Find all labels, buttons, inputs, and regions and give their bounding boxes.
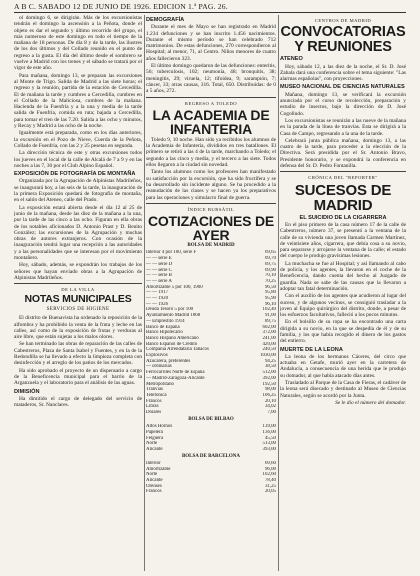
column-3 xyxy=(280,15,406,573)
paragraph: La exposición estará abierta desde el día 12 al 25 de junio de la mañana, desde las diez de la mañana a la una, por la tarde de las cinco a las ocho. Figuran en ella obras de los notables aficionados D. Antonio Prast y D. Benito González; las excursiones de la Agrupación y muchas obras de autores extranjeros. Con ocasión de la inauguración tendrá lugar una recepción a las autoridades y a las personalidades que se interesan por el movimiento montañero. xyxy=(14,204,142,261)
quote-label: — — serie C xyxy=(146,267,172,273)
divider xyxy=(14,283,142,284)
quote-label: Francos xyxy=(146,398,162,404)
column-divider xyxy=(144,15,145,571)
quote-label: Ayuntamiento Madrid 1868 xyxy=(146,313,201,319)
quote-label: Alicante xyxy=(146,478,163,484)
quote-value: 102,40 xyxy=(262,307,276,313)
quote-label: Compañía Arrendataria Tabacos xyxy=(146,347,209,353)
paragraph: Mañana, domingo 13, se verificará la excursión anunciada por el curso de recolección, preparación y estudio de insectos, bajo la dirección de D. José Cogolludo. xyxy=(280,91,406,117)
headline-convocatorias: CONVOCATORIAS Y REUNIONES xyxy=(280,24,406,55)
quote-value: 91,00 xyxy=(264,313,276,319)
divider xyxy=(146,203,276,204)
paragraph: Ha sido aprobado el proyecto de un dispensario a cargo de la Beneficencia municipal para el barrio de la Arganzuela y el laboratorio para el análisis de las aguas. xyxy=(14,367,142,387)
paragraph: Se han terminado las obras de reparación de las calles de Cabestreros, Plaza de Santa Isabel y Fuentes, y en la de la Redondilla se ha llevado a efecto la limpieza completa con desinfección y el arreglo de los patios de los mercados. xyxy=(14,341,142,367)
subheadline: EL SUICIDIO DE LA CIGARRERA xyxy=(299,214,387,221)
column-1 xyxy=(14,15,142,573)
quote-value: 69,90 xyxy=(264,267,276,273)
section-heading: MUERTE DE LA LEONA xyxy=(280,346,343,353)
quote-label: — — 1920 xyxy=(146,296,169,302)
table-heading: BOLSA DE BILBAO xyxy=(188,416,234,422)
quote-label: — Madrid-Zaragoza-Alicante xyxy=(146,375,205,381)
quote-value: 95,80 xyxy=(264,290,276,296)
quote-label: Felguera xyxy=(146,435,164,441)
quote-label: Norte xyxy=(146,472,158,478)
quote-label: Ferrocarriles Norte de España xyxy=(146,370,205,376)
section-kicker: CRÓNICA DEL "REPORTER" xyxy=(308,175,378,181)
quote-value: 20,10 xyxy=(264,398,276,404)
paragraph: La muchacha se fue al Hospital; y así llamando al cabo de policía, y los agentes, la llevaron en el coche de la Beneficencia, dando cuenta del hecho al Juzgado de guardia. Nada se sabe de las causas que la llevaron a adoptar tan fatal determinación. xyxy=(280,260,406,292)
paragraph: La dirección técnica de este y otras excursiones todos los jueves en el local de la calle de Alcalá de 7 a 9 y en las noches a las 7, 30 por el Club Alpino Español. xyxy=(14,150,142,169)
quote-label: Tranvías xyxy=(146,387,163,393)
headline-cotizaciones: COTIZACIONES DE AYER xyxy=(147,213,275,244)
quote-label: — ordinarias xyxy=(146,364,172,370)
headline-sucesos: SUCESOS DE MADRID xyxy=(294,181,392,214)
section-kicker: REGRESO A TOLEDO xyxy=(184,100,238,106)
section-heading: EXPOSICIÓN DE FOTOGRAFÍA DE MONTAÑA xyxy=(14,171,136,178)
quote-value: 45,50 xyxy=(264,435,276,441)
quote-label: Orenses xyxy=(146,483,162,489)
quote-label: Interior xyxy=(146,460,161,466)
quote-label: Amortizable 5 por 100, 1900 xyxy=(146,284,203,290)
paragraph: Igualmente está preparada, como en los días anteriores, la excursión en el Pozo de Nieve, Cuerda de la Peñota, Collado de Fuenfría, con las 2 y 25 pesetas en segunda. xyxy=(14,130,142,149)
quote-label: Francos xyxy=(146,489,162,495)
quote-value: 69,60 xyxy=(264,460,276,466)
section-heading: ATENEO xyxy=(280,56,303,63)
quote-value: 96,50 xyxy=(264,284,276,290)
quote-label: Alicante xyxy=(146,446,163,452)
paragraph: Hoy, sábado, además, se expondrán los trabajos de los señores que hayan enviado obras a la Agrupación de Alpinistas Madrileños. xyxy=(14,262,142,281)
divider xyxy=(280,171,406,172)
quote-value: 241,00 xyxy=(262,335,276,341)
paragraph: Hoy, sábado 12, a las diez de la noche, el Sr. D. José Zabala dará una conferencia sobre el tema siguiente: "Las alarmas españolas", con proyecciones. xyxy=(280,63,406,83)
quote-value: 69,75 xyxy=(264,261,276,267)
quotes-table-barcelona xyxy=(146,461,276,495)
quote-value: 420,00 xyxy=(262,341,276,347)
quote-label: Banco Hipotecario xyxy=(146,330,183,336)
quote-value: 95,90 xyxy=(264,296,276,302)
section-kicker: ÍNDICE BURSÁTIL xyxy=(187,206,235,212)
quote-value: 96,00 xyxy=(264,466,276,472)
quote-label: Altos Hornos xyxy=(146,424,173,430)
paragraph: ol domingo 6, se dirigirán. Más de los excursionistas tendrán el domingo la ascensión a la Peñota, donde el objeto es dar el segundo y último recorrido del grupo, el más numeroso de este domingo en todo el tiempo de la mañana de 18 personas. De día 8 y de la tarde, las ilustres de los dos últimos y del Collado reunido en el punto de regreso a la gusta. El día del último desde el sombrero se vuelve a Madrid con los trenes y el sábado se tratará por el vigor de este año. xyxy=(14,15,142,72)
quote-value: 70,25 xyxy=(264,278,276,284)
paragraph: Para mañana, domingo 13, se preparan las excursiones al Monte de Trigo. Salida de Madrid a las siete horas; el regreso y la reunión, partida de la estación de Cercedilla. El de mañana la tarde y cumbres a Cercedilla, cumbres en el Collado de la Maliciosa, cumbres de la mañana. Hacienda de la Fuenfría y a la una y media de la tarde salida de Fuenfría, comida en ruta; bajada a Cercedilla, para tomar el tren de las 7.20. Salida a las ocho y minutos, y Recay y Madrid a las ocho de la noche. xyxy=(14,72,142,130)
paragraph: Con el auxilio de los agentes que acudieron al lugar del suceso, y de algunos vecinos, se consiguió trasladar a la joven al Equipo quirúrgico del distrito, donde, a pesar de los esfuerzos facultativos, falleció a los pocos minutos. xyxy=(280,293,406,319)
paragraph: El distrito de Buenavista ha ordenado la reposición de la alfombra y ha prohibido la venta de la fruta y leche en las calles, así como de la exposición de frutas y verduras al aire libre, que están sujetas a los malos olores. xyxy=(14,315,142,341)
quote-value: 38,50 xyxy=(264,364,276,370)
paragraph: Celebrará junta pública mañana, domingo 13, a las cuatro de la tarde, para proceder a la elección de la Directiva. Será presidida por el Sr. Antonio Bravo, Presidente honorario, y se expondrá la conferencia en defensa del Sr. D. Pedro Fontanilla. xyxy=(280,137,406,170)
quote-label: — — 1926 xyxy=(146,301,169,307)
paragraph: Durante el mes de Mayo se han registrado en Madrid 1.234 defunciones y se han inscrito 1.456 nacimientos. Durante el mismo período se han celebrado 712 matrimonios. De estas defunciones, 270 correspondieron al Hospital; al menor, 71, al Centro. Niños menores de cuatro años fallecieron 323. xyxy=(146,24,276,62)
closing-line: Se le dio el número del domador. xyxy=(335,399,406,406)
section-heading: DIMISIÓN xyxy=(14,388,40,395)
quote-value: 393,00 xyxy=(262,446,276,452)
paragraph: Trasladado al Parque de la Casa de Fieras, el cadáver de la leona será disecado y destinado al Museo de Ciencias Naturales, según se acordó por la Junta. xyxy=(280,380,406,399)
quote-label: Interior 4 por 100, serie F xyxy=(146,250,197,256)
table-row xyxy=(146,410,276,416)
quote-value: 136,00 xyxy=(262,429,276,435)
quote-value: 240,50 xyxy=(262,347,276,353)
quote-label: Explosivos xyxy=(146,353,168,359)
quote-value: 513,00 xyxy=(262,441,276,447)
quote-value: 372,00 xyxy=(262,330,276,336)
quote-value: 98,00 xyxy=(264,387,276,393)
quote-value: 512,00 xyxy=(262,370,276,376)
quote-label: — — serie D xyxy=(146,261,173,267)
paragraph: Los excursionistas se reunirán a las nueve de la mañana en la parada de la línea de tranvías. Esta se dirigirá a la Casa de Campo, regresando a la una de la tarde. xyxy=(280,117,406,137)
quote-value: 102,60 xyxy=(262,472,276,478)
quote-label: Papelera xyxy=(146,429,163,435)
quote-label: Metropolitano xyxy=(146,381,174,387)
paragraph: Toledo 9, 10 noche. Han sido ya recibidos los alumnos de la Academia de Infantería, divididos en tres batallones. El primero se retiró a las 4 de la tarde, marchando a Toledo; el segundo a las cinco y media, y el tercero a las siete. Todos ellos llegaron a la ciudad sin novedad. xyxy=(146,136,276,169)
quote-label: Deuda Tesoro 5 por 100 xyxy=(146,307,194,313)
quote-value: 89,75 xyxy=(264,318,276,324)
quote-value: 70,10 xyxy=(264,273,276,279)
quotes-table-bilbao xyxy=(146,424,276,453)
subheadline: SERVICIOS DE HIGIENE xyxy=(46,306,110,312)
header-text: A B C. SABADO 12 DE JUNIO DE 1926. EDICION 1.ª PAG. 26. xyxy=(14,2,228,11)
paragraph: En el bolsillo de su ropa se ha encontrado una carta dirigida a su novio, en la que se despedía de él y de su familia, y los que había recogido el dinero de los gastos del entierro. xyxy=(280,319,406,345)
table-row xyxy=(146,447,276,453)
quote-value: 31,25 xyxy=(264,483,276,489)
quote-label: — Empréstito 1914 xyxy=(146,318,185,324)
quotes-table-madrid xyxy=(146,250,276,415)
paragraph: En el piso primero de la casa número 17 de la calle de Cabestreros, número 37, se presentó a la ventana de la calle de su vivienda una joven llamada Carmen Martínez, de veintisiete años, cigarrera, que debía cosa a su novio, para separarse y arrojarse la ventana de la calle; el estado del cuerpo le produjo gravísimas lesiones. xyxy=(280,221,406,260)
quote-value: 602,00 xyxy=(262,324,276,330)
quote-label: — — serie B xyxy=(146,273,172,279)
quote-value: 34,02 xyxy=(264,404,276,410)
table-row xyxy=(146,489,276,495)
quote-label: — — serie A xyxy=(146,278,172,284)
header-rule xyxy=(14,12,406,13)
quote-label: Telefónica xyxy=(146,393,167,398)
quote-label: Banco Hispano Americano xyxy=(146,335,199,341)
quote-label: — — serie E xyxy=(146,256,172,262)
table-heading: BOLSA DE MADRID xyxy=(187,243,235,249)
quote-value: 69,65 xyxy=(264,250,276,256)
quote-value: 192,50 xyxy=(262,381,276,387)
paragraph: Organizada por la Agrupación de Alpinistas Madrileños, se inaugurará hoy, a las seis de la tarde, la inauguración de la primera Exposición quedará de fotografía de montaña, en el salón del Ateneo, calle del Prado. xyxy=(14,178,142,204)
paragraph: El último domingo quedaron de las defunciones: enteritis, 56; tuberculosis, 102; neumonía, 48; bronquitis, 38; meningitis, 29; viruela, 12; tifoidea, 9; sarampión, 7; cáncer, 33; otras causas, 316. Total, 650. Distribuidas: de 0 a 5 años, 272. xyxy=(146,63,276,95)
quote-label: Azucarera, preferentes xyxy=(146,358,191,364)
divider xyxy=(146,97,276,98)
quote-value: 139,00 xyxy=(262,424,276,430)
section-heading: MUSEO NACIONAL DE CIENCIAS NATURALES xyxy=(280,84,405,91)
column-2 xyxy=(146,15,276,573)
section-kicker: CENTROS DE MADRID xyxy=(314,18,372,23)
paragraph: Ha dimitido el cargo de delegado del servicio de mataderos, Sr. Nanclares. xyxy=(14,395,142,409)
quote-value: 7,00 xyxy=(267,410,276,416)
quote-label: Amortizable xyxy=(146,466,171,472)
section-heading: DEMOGRAFÍA xyxy=(146,17,185,23)
quote-value: 1030,00 xyxy=(260,353,276,359)
quote-label: Norte xyxy=(146,441,158,447)
section-kicker: DE LA VILLA xyxy=(61,287,95,293)
quote-label: — — 1917 xyxy=(146,290,169,296)
quote-label: Banco de España xyxy=(146,324,180,330)
quote-value: 69,70 xyxy=(264,256,276,262)
table-heading: BOLSA DE BARCELONA xyxy=(181,453,241,459)
quote-label: Libras xyxy=(146,404,159,410)
page-header xyxy=(14,2,406,12)
headline-academia: LA ACADEMIA DE INFANTERIA xyxy=(152,106,270,137)
column-divider xyxy=(278,15,279,571)
paragraph: Tanto los alumnos como los profesores han manifestado su satisfacción por la excursión, que ha sido fructífera y se ha desarrollado sin incidente alguno. Se ha procedido a la reanudación de las clases y se hacen ya los preparativos para las operaciones y simulacro final de guerra. xyxy=(146,169,276,201)
quote-label: Banco Español de Crédito xyxy=(146,341,198,347)
quote-value: 94,25 xyxy=(264,358,276,364)
quote-value: 78,40 xyxy=(264,478,276,484)
quote-value: 392,00 xyxy=(262,375,276,381)
quote-value: 20,05 xyxy=(264,489,276,495)
quote-label: Dólares xyxy=(146,410,162,416)
quote-value: 106,25 xyxy=(262,393,276,398)
headline-notas-municipales: NOTAS MUNICIPALES xyxy=(24,293,132,306)
paragraph: La leona de los hermanos Cáceres, del circo que actuaba en Getafe, murió ayer en la carretera de Andalucía, a consecuencia de una herida que le produjo su domador, al que había atacado días antes. xyxy=(280,353,406,379)
quote-value: 96,10 xyxy=(264,301,276,307)
